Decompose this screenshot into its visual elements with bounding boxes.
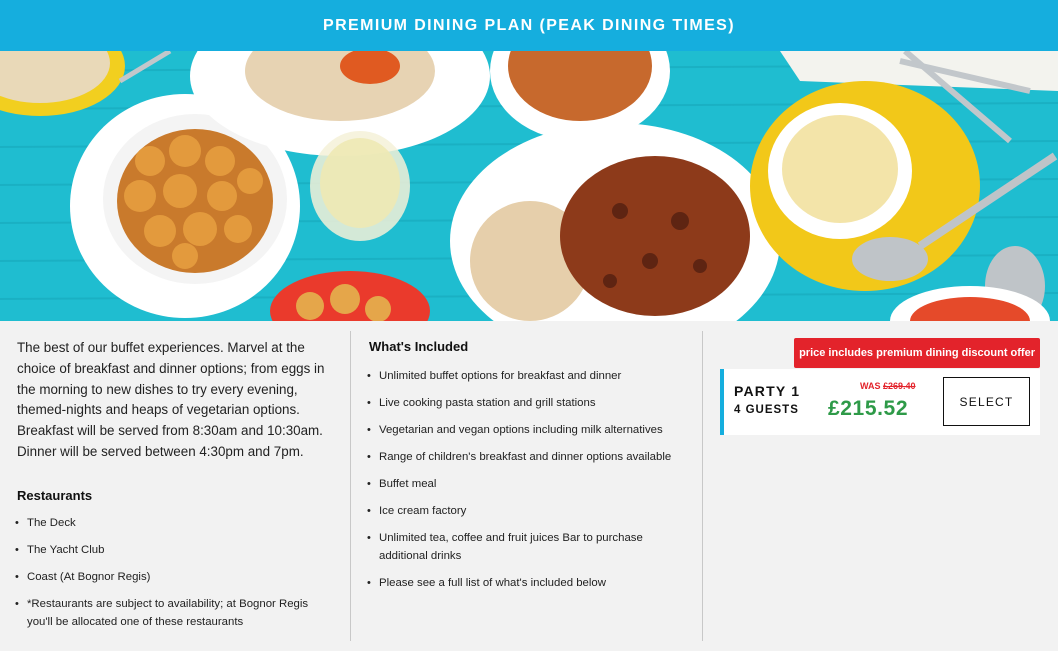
list-item: • Range of children's breakfast and dinner options available <box>369 448 679 466</box>
page-title: PREMIUM DINING PLAN (PEAK DINING TIMES) <box>323 16 735 34</box>
list-item: • The Yacht Club <box>17 541 332 559</box>
list-item: • Vegetarian and vegan options including milk alternatives <box>369 421 679 439</box>
food-spread-image <box>0 51 1058 321</box>
was-price: £269.40 <box>883 381 916 391</box>
current-price: £215.52 <box>828 397 909 420</box>
whats-included-column <box>369 339 679 601</box>
page-header <box>0 0 1058 51</box>
list-item: • Unlimited tea, coffee and fruit juices Bar to purchase additional drinks <box>369 529 679 565</box>
column-divider <box>350 331 351 641</box>
list-item: • Ice cream factory <box>369 502 679 520</box>
party-guests: 4 GUESTS <box>734 404 799 416</box>
list-item: • Buffet meal <box>369 475 679 493</box>
discount-offer-badge: price includes premium dining discount offer <box>794 338 1040 368</box>
list-item: • *Restaurants are subject to availability; at Bognor Regis you'll be allocated one of these restaurants <box>17 595 332 631</box>
plan-description-column <box>17 338 332 640</box>
whats-included-list <box>369 367 679 592</box>
plan-details <box>0 321 1058 651</box>
column-divider <box>702 331 703 641</box>
whats-included-heading: What's Included <box>369 339 469 354</box>
party-price-card <box>720 369 1040 435</box>
hero-image <box>0 51 1058 321</box>
party-name: PARTY 1 <box>734 383 801 399</box>
list-item: • The Deck <box>17 514 332 532</box>
list-item: • Live cooking pasta station and grill stations <box>369 394 679 412</box>
list-item: • Please see a full list of what's included below <box>369 574 679 592</box>
was-price-row <box>860 381 916 391</box>
list-item: • Unlimited buffet options for breakfast and dinner <box>369 367 679 385</box>
plan-description: The best of our buffet experiences. Marvel at the choice of breakfast and dinner options; from eggs in the morning to new dishes to try every evening, themed-nights and heaps of vegetarian options. Breakfast will be served from 8:30am and 10:30am. Dinner will be served between 4:30pm and 7pm. <box>17 340 325 459</box>
was-label: WAS <box>860 381 881 391</box>
restaurants-heading: Restaurants <box>17 487 93 503</box>
list-item: • Coast (At Bognor Regis) <box>17 568 332 586</box>
restaurants-list <box>17 514 332 631</box>
select-button[interactable]: SELECT <box>943 377 1030 426</box>
